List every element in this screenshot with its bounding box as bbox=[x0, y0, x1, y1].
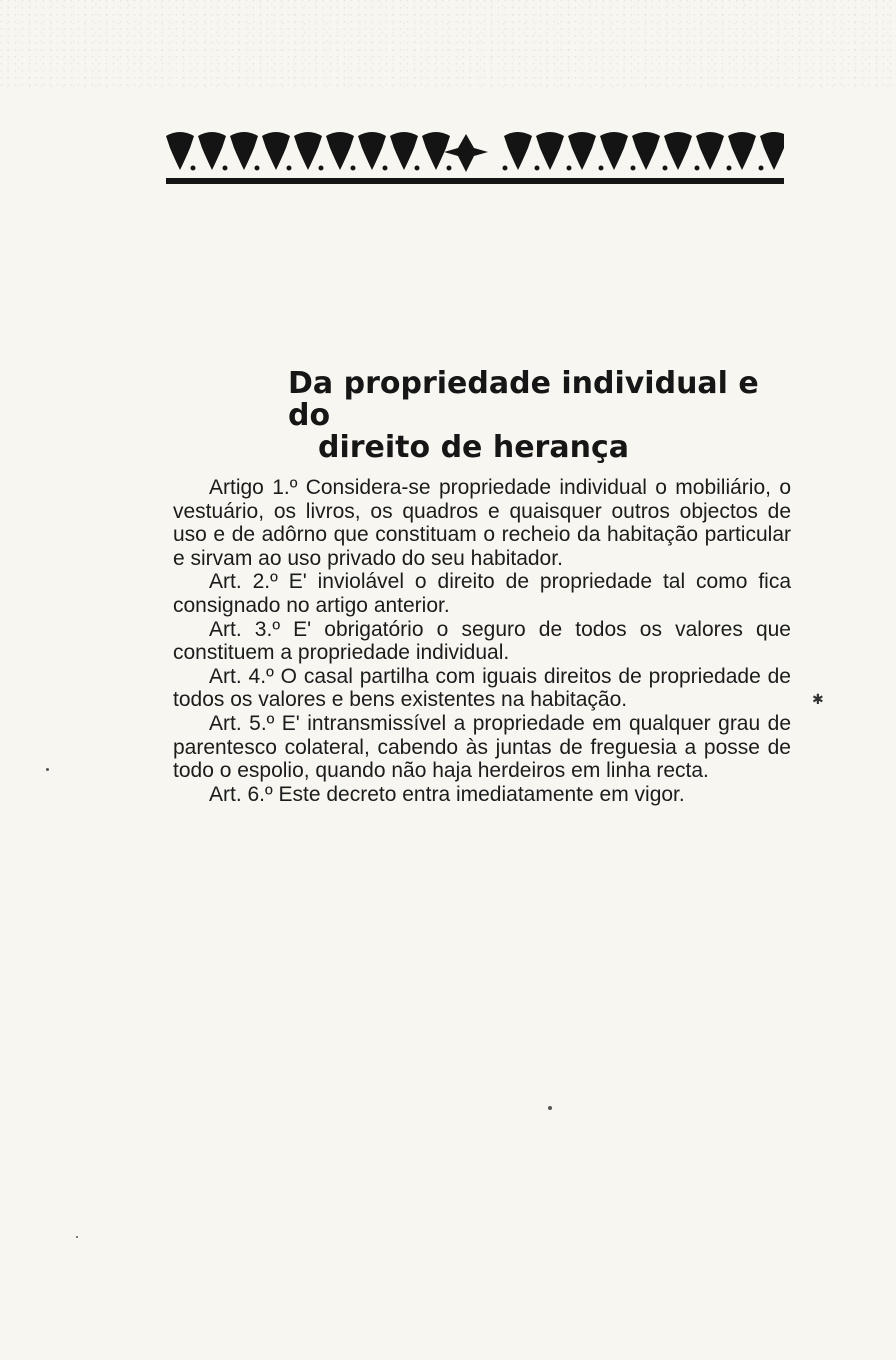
title-line-2: direito de herança bbox=[318, 430, 629, 465]
article-5: Art. 5.º E' intransmissível a propriedade em qualquer grau de parentesco colateral, cabendo às juntas de freguesia a posse de todo o espolio, quando não haja herdeiros em linha recta. bbox=[173, 711, 791, 783]
leaf-motif bbox=[422, 132, 450, 170]
leaf-motif bbox=[568, 132, 596, 170]
leaf-dot bbox=[255, 166, 260, 171]
leaf-motif bbox=[696, 132, 724, 170]
article-3: Art. 3.º E' obrigatório o seguro de todos os valores que constituem a propriedade individual. bbox=[173, 617, 791, 665]
leaf-motif bbox=[536, 132, 564, 170]
leaf-dot bbox=[415, 166, 420, 171]
leaf-motif bbox=[664, 132, 692, 170]
article-2: Art. 2.º E' inviolável o direito de propriedade tal como fica consignado no artigo anterior. bbox=[173, 570, 791, 617]
margin-star-icon: ✱ bbox=[812, 692, 824, 708]
leaf-dot bbox=[567, 166, 572, 171]
leaf-dot bbox=[223, 166, 228, 171]
leaf-dot bbox=[759, 166, 764, 171]
speck-dot bbox=[46, 768, 49, 771]
leaf-motif bbox=[390, 132, 418, 170]
leaf-motif bbox=[294, 132, 322, 170]
leaf-dot bbox=[663, 166, 668, 171]
leaf-motif bbox=[326, 132, 354, 170]
leaf-border-ornament-icon bbox=[166, 128, 784, 188]
leaf-dot bbox=[727, 166, 732, 171]
leaf-dot bbox=[383, 166, 388, 171]
articles-body bbox=[173, 476, 791, 806]
leaf-dot bbox=[535, 166, 540, 171]
leaf-motif bbox=[262, 132, 290, 170]
leaf-motif bbox=[198, 132, 226, 170]
leaf-motif bbox=[504, 132, 532, 170]
leaf-motif bbox=[166, 132, 194, 170]
speck-dot bbox=[76, 1236, 78, 1238]
leaf-dot bbox=[191, 166, 196, 171]
leaf-dot bbox=[351, 166, 356, 171]
article-6: Art. 6.º Este decreto entra imediatamente em vigor. bbox=[209, 782, 685, 806]
leaf-dot bbox=[695, 166, 700, 171]
speck-dot bbox=[548, 1106, 552, 1110]
leaf-motif bbox=[230, 132, 258, 170]
article-1: Artigo 1.º Considera-se propriedade individual o mobiliário, o vestuário, os livros, os quadros e quaisquer outros objectos de uso e de adôrno que constituam o recheio da habitação particular e sirvam ao uso privado do seu habitador. bbox=[173, 476, 791, 570]
leaf-dot bbox=[447, 166, 452, 171]
leaf-dot bbox=[287, 166, 292, 171]
scan-noise bbox=[0, 0, 896, 90]
leaf-dot bbox=[319, 166, 324, 171]
leaf-dot bbox=[503, 166, 508, 171]
leaf-motif bbox=[600, 132, 628, 170]
leaf-motif bbox=[358, 132, 386, 170]
leaf-motif bbox=[728, 132, 756, 170]
leaf-motif bbox=[760, 132, 784, 170]
article-4: Art. 4.º O casal partilha com iguais direitos de propriedade de todos os valores e bens existentes na habitação. bbox=[173, 664, 791, 712]
title-line-1: Da propriedade individual e do bbox=[288, 366, 759, 433]
page-title bbox=[230, 368, 790, 464]
leaf-motif bbox=[632, 132, 660, 170]
leaf-dot bbox=[599, 166, 604, 171]
leaf-dot bbox=[631, 166, 636, 171]
